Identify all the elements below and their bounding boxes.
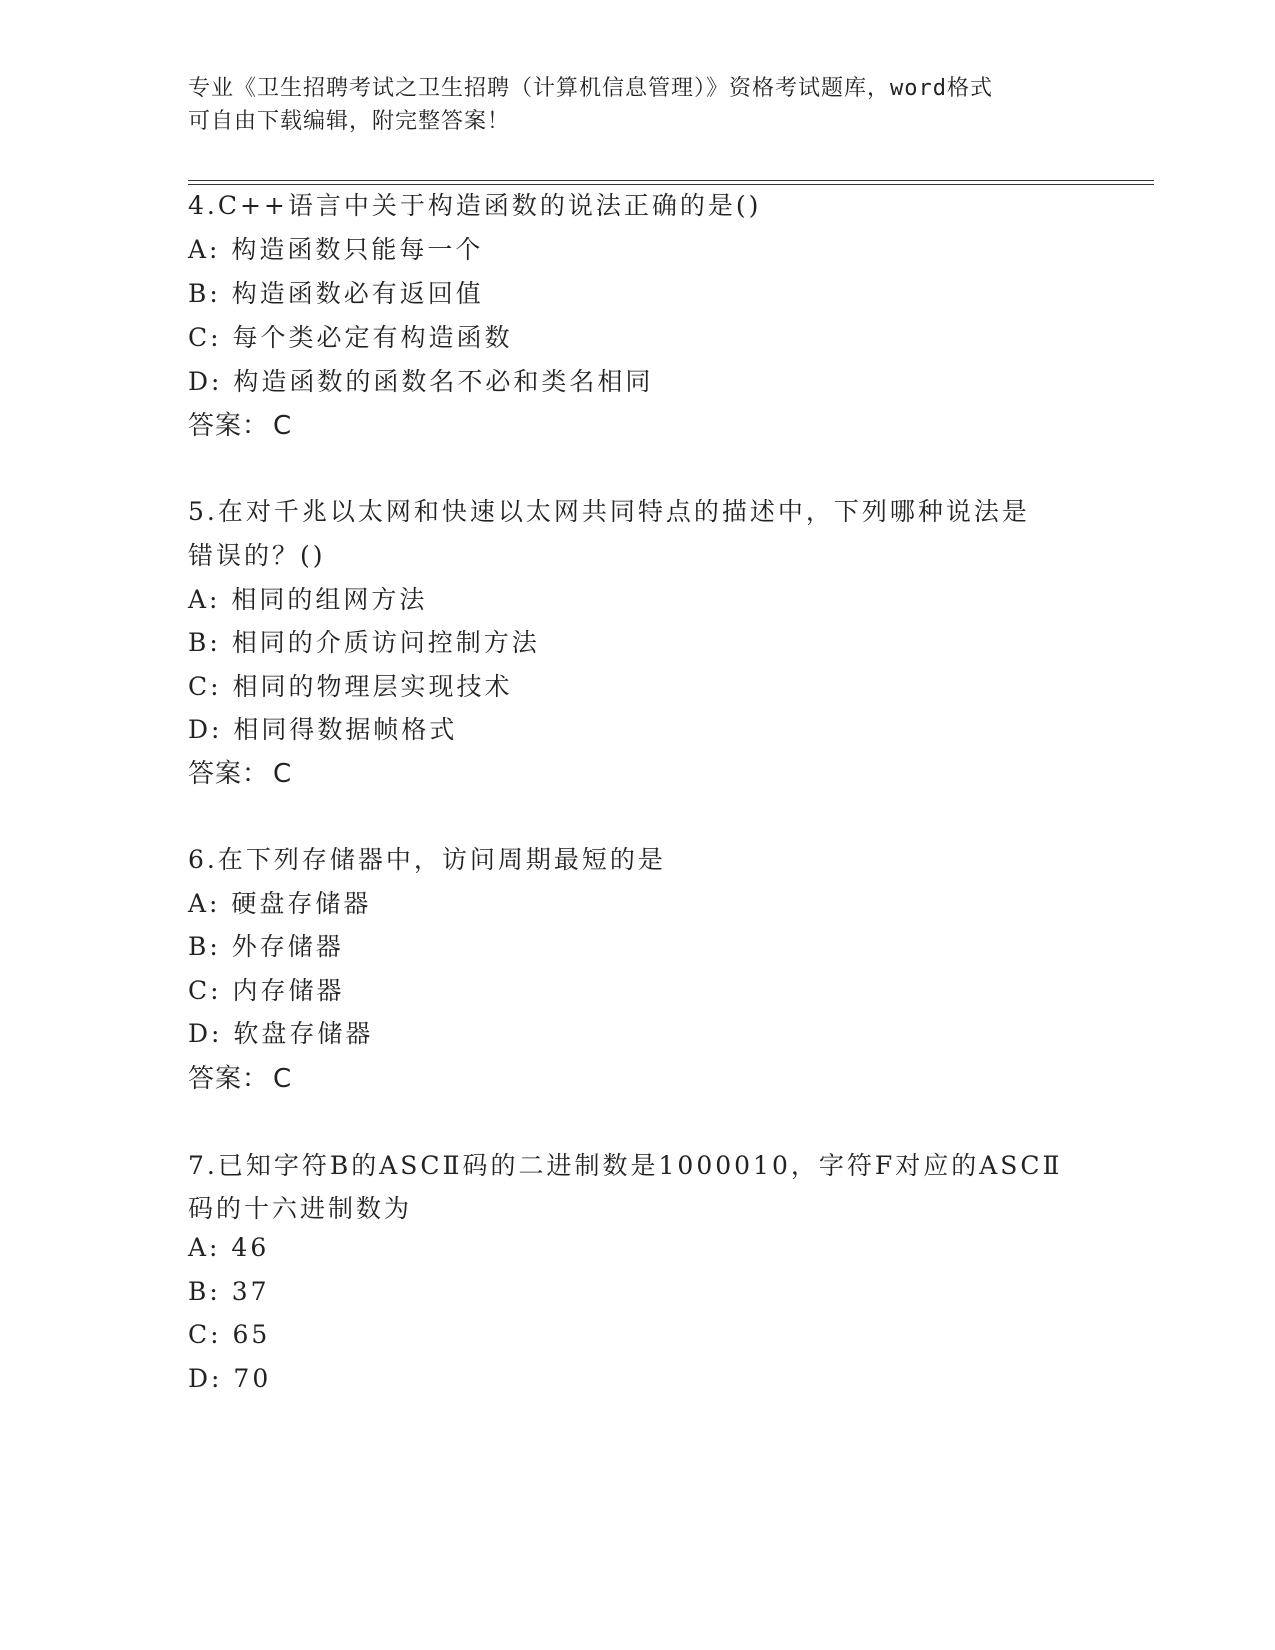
question-7-stem-line-2: 码的十六进制数为 — [188, 1194, 413, 1223]
question-5-option-b: B: 相同的介质访问控制方法 — [188, 628, 540, 657]
question-4-option-d: D: 构造函数的函数名不必和类名相同 — [188, 367, 654, 396]
answer-value: C — [273, 411, 293, 441]
question-7-option-b: B: 37 — [188, 1277, 270, 1306]
header-divider-top — [188, 180, 1154, 181]
question-6-stem: 6.在下列存储器中，访问周期最短的是 — [188, 845, 666, 874]
question-5-option-d: D: 相同得数据帧格式 — [188, 715, 458, 744]
header-line-2: 可自由下载编辑，附完整答案！ — [188, 109, 511, 134]
question-5-stem-line-1: 5.在对千兆以太网和快速以太网共同特点的描述中，下列哪种说法是 — [188, 497, 1030, 526]
question-5-answer — [188, 753, 292, 790]
question-6-answer — [188, 1058, 292, 1095]
answer-value: C — [273, 759, 293, 789]
question-5-option-a: A: 相同的组网方法 — [188, 585, 428, 614]
question-7-option-d: D: 70 — [188, 1364, 272, 1393]
question-4-option-a: A: 构造函数只能每一个 — [188, 235, 484, 264]
question-4-answer — [188, 405, 292, 442]
question-4-option-c: C: 每个类必定有构造函数 — [188, 323, 513, 352]
question-6-option-a: A: 硬盘存储器 — [188, 889, 372, 918]
answer-label: 答案： — [188, 759, 270, 789]
header-divider-bottom — [188, 184, 1154, 185]
question-6-option-d: D: 软盘存储器 — [188, 1019, 374, 1048]
question-5-option-c: C: 相同的物理层实现技术 — [188, 672, 513, 701]
question-5-stem-line-2: 错误的？() — [188, 541, 326, 570]
question-7-stem-line-1: 7.已知字符B的ASCⅡ码的二进制数是1000010，字符F对应的ASCⅡ — [188, 1151, 1063, 1180]
document-header — [188, 72, 1068, 138]
header-line-1: 专业《卫生招聘考试之卫生招聘（计算机信息管理）》资格考试题库，word格式 — [188, 76, 993, 101]
question-7-option-a: A: 46 — [188, 1233, 270, 1262]
answer-label: 答案： — [188, 411, 270, 441]
answer-value: C — [273, 1064, 293, 1094]
question-4-option-b: B: 构造函数必有返回值 — [188, 279, 484, 308]
answer-label: 答案： — [188, 1064, 270, 1094]
question-6-option-b: B: 外存储器 — [188, 932, 344, 961]
question-6-option-c: C: 内存储器 — [188, 976, 345, 1005]
question-4-stem: 4.C++语言中关于构造函数的说法正确的是() — [188, 191, 762, 220]
question-7-option-c: C: 65 — [188, 1320, 271, 1349]
